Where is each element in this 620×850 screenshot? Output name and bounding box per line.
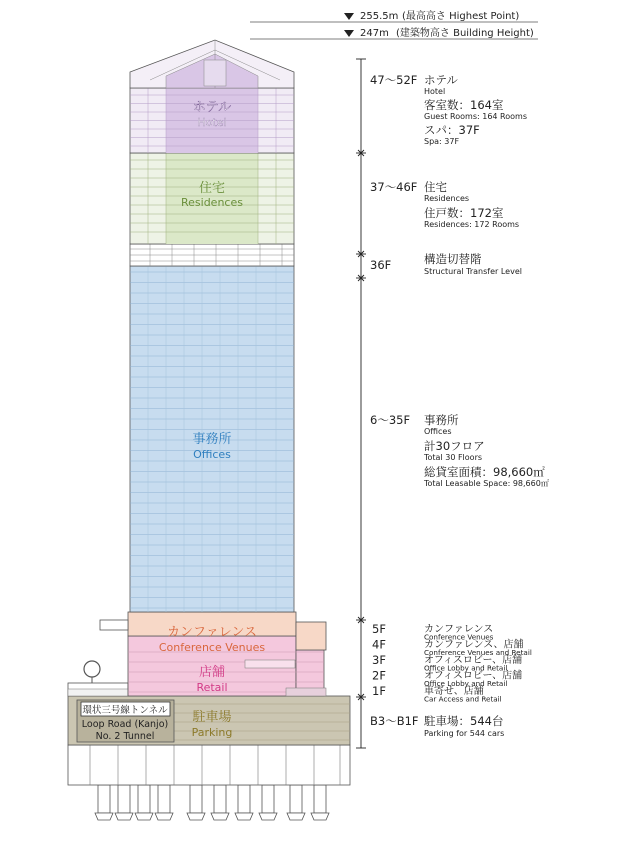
legend-spa-jp: スパ：37F: [424, 123, 480, 137]
podium-floor-use-jp: カンファレンス、店舗: [424, 639, 524, 651]
legend-hotel-rooms-en: Guest Rooms: 164 Rooms: [424, 112, 527, 121]
podium-floor-use-jp: 車寄せ、店舗: [424, 686, 484, 697]
legend-office-jp: 事務所: [424, 413, 459, 427]
height-markers: [250, 9, 538, 39]
podium-floor-number: 5F: [372, 622, 386, 636]
residences-label-jp: 住宅: [198, 181, 226, 196]
legend-res-count-en: Residences: 172 Rooms: [424, 220, 520, 229]
retail-label-jp: 店舗: [198, 665, 226, 680]
podium-floor-use-en: Office Lobby and Retail: [424, 663, 508, 673]
range-b3-b1: B3～B1F: [370, 714, 419, 728]
legend-hotel-rooms-jp: 客室数：164室: [424, 98, 504, 112]
podium-floor-use-en: Conference Venues: [424, 632, 494, 642]
legend-hotel-en: Hotel: [424, 87, 446, 96]
legend-transfer-en: Structural Transfer Level: [424, 267, 522, 276]
legend-transfer: [370, 252, 522, 276]
conference-label-jp: カンファレンス: [166, 625, 258, 640]
podium-floor-use-jp: オフィスロビー、店舗: [424, 655, 523, 666]
legend-parking-en: Parking for 544 cars: [424, 729, 505, 738]
tunnel-label-jp: 環状三号線トンネル: [82, 705, 168, 716]
dimension-line: [356, 59, 366, 748]
building-height-value: 247m: [360, 28, 389, 39]
hotel-label-en: Hotel: [197, 116, 227, 129]
legend-spa-en: Spa: 37F: [424, 137, 460, 146]
building-height-label: (建築物高さ Building Height): [396, 28, 534, 39]
legend-residences: [370, 180, 519, 229]
retail-label-en: Retail: [196, 681, 228, 694]
legend-office-floors-en: Total 30 Floors: [424, 453, 483, 462]
residences-label-en: Residences: [181, 196, 243, 209]
highest-point-value: 255.5m: [360, 11, 399, 22]
podium-floor-use-en: Conference Venues and Retail: [424, 648, 532, 657]
legend-hotel-jp: ホテル: [424, 73, 458, 87]
legend-res-en: Residences: [424, 194, 470, 203]
legend-offices: [370, 413, 549, 488]
offices-label-jp: 事務所: [192, 432, 232, 447]
parking-label-jp: 駐車場: [192, 710, 232, 725]
highest-point-label: (最高高さ Highest Point): [402, 11, 520, 22]
legend-office-en: Offices: [424, 427, 452, 436]
legend-podium: [372, 622, 532, 704]
tunnel-label-en2: No. 2 Tunnel: [95, 731, 155, 742]
legend-office-area-jp: 総貸室面積：98,660㎡: [424, 465, 545, 479]
legend-parking-jp: 駐車場：544台: [424, 714, 504, 728]
legend-res-jp: 住宅: [424, 180, 447, 194]
legend-res-count-jp: 住戸数：172室: [424, 206, 504, 220]
podium-floor-use-jp: カンファレンス: [424, 624, 494, 635]
range-36: 36F: [370, 258, 392, 272]
hotel-label-jp: ホテル: [192, 100, 232, 115]
legend-office-floors-jp: 計30フロア: [424, 439, 485, 453]
podium-floor-number: 4F: [372, 637, 386, 652]
tunnel-label-en1: Loop Road (Kanjo): [81, 719, 169, 730]
podium-floor-number: 2F: [372, 668, 386, 683]
range-37-46: 37～46F: [370, 180, 418, 194]
offices-label-en: Offices: [193, 448, 231, 461]
conference-label-en: Conference Venues: [158, 641, 266, 654]
parking-label-en: Parking: [191, 726, 233, 739]
legend-office-area-en: Total Leasable Space: 98,660㎡: [424, 479, 549, 488]
legend-hotel: [370, 73, 527, 146]
height-marker-triangle-icon: [344, 13, 354, 20]
legend-transfer-jp: 構造切替階: [424, 252, 482, 266]
height-marker-triangle-icon: [344, 30, 354, 37]
podium-floor-number: 1F: [372, 684, 386, 698]
podium-floor-use-en: Office Lobby and Retail: [424, 679, 508, 688]
clock-icon: [84, 661, 100, 677]
range-6-35: 6～35F: [370, 413, 411, 427]
range-47-52: 47～52F: [370, 73, 418, 87]
podium-floor-use-jp: オフィスロビー、店舗: [424, 670, 523, 682]
podium-floor-number: 3F: [372, 653, 386, 667]
podium-floor-use-en: Car Access and Retail: [424, 694, 502, 704]
legend-parking: [370, 714, 504, 738]
foundation-piles: [95, 785, 329, 820]
